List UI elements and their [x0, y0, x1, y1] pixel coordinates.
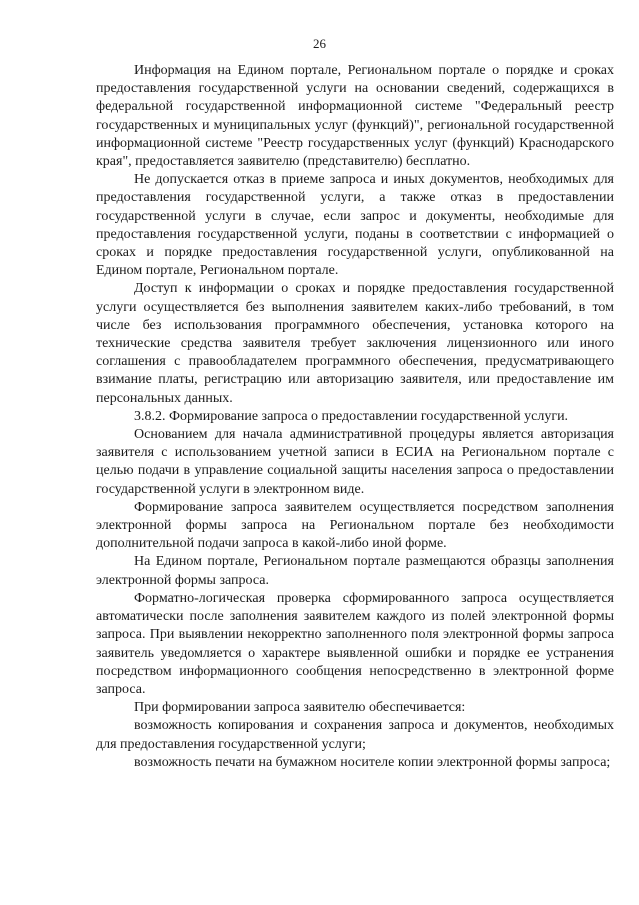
document-body — [96, 62, 614, 772]
paragraph-provisions-intro: При формировании запроса заявителю обеспечивается: — [134, 700, 466, 716]
paragraph-refusal-not-allowed: Не допускается отказ в приеме запроса и иных документов, необходимых для предоставления государственной услуги, а также отказ в предоставлении государственной услуги в случае, если запрос и документы, необходимые для предоставления государственной услуги, поданы в соответствии с информацией о сроках и порядке предоставления государственной услуги, опубликованной на Едином портале, Региональном портале. — [96, 172, 614, 279]
paragraph-access-to-info: Доступ к информации о сроках и порядке предоставления государственной услуги осуществляется без выполнения заявителем каких-либо требований, в том числе без использования программного обеспечения, установка которого на технические средства заявителя требует заключения лицензионного или иного соглашения с правообладателем программного обеспечения, предусматривающего взимание платы, регистрацию или авторизацию заявителя, или предоставление им персональных данных. — [96, 281, 614, 406]
list-item-print: возможность печати на бумажном носителе копии электронной формы запроса; — [134, 754, 611, 770]
paragraph-procedure-basis: Основанием для начала административной процедуры является авторизация заявителя с использованием учетной записи в ЕСИА на Региональном портале с целью подачи в управление социальной защиты населения запроса о предоставлении государственной услуги в электронном виде. — [96, 427, 614, 497]
list-item-copy-save: возможность копирования и сохранения запроса и документов, необходимых для предоставления государственной услуги; — [96, 718, 614, 752]
paragraph-portal-info: Информация на Едином портале, Региональном портале о порядке и сроках предоставления государственной услуги на основании сведений, содержащихся в федеральной государственной информационной системе "Федеральный реестр государственных и муниципальных услуг (функций)", региональной государственной информационной системе "Реестр государственных услуг (функций) Краснодарского края", предоставляется заявителю (представителю) бесплатно. — [96, 63, 614, 170]
paragraph-form-samples: На Едином портале, Региональном портале размещаются образцы заполнения электронной формы запроса. — [96, 554, 614, 588]
section-heading-3-8-2: 3.8.2. Формирование запроса о предоставлении государственной услуги. — [134, 408, 569, 424]
paragraph-format-check: Форматно-логическая проверка сформированного запроса осуществляется автоматически после заполнения заявителем каждого из полей электронной формы запроса. При выявлении некорректно заполненного поля электронной формы запроса заявитель уведомляется о характере выявленной ошибки и порядке ее устранения посредством информационного сообщения непосредственно в электронной форме запроса. — [96, 590, 614, 697]
page-number: 26 — [313, 36, 326, 51]
paragraph-request-formation: Формирование запроса заявителем осуществляется посредством заполнения электронной формы запроса на Региональном портале без необходимости дополнительной подачи запроса в какой-либо иной форме. — [96, 499, 614, 552]
